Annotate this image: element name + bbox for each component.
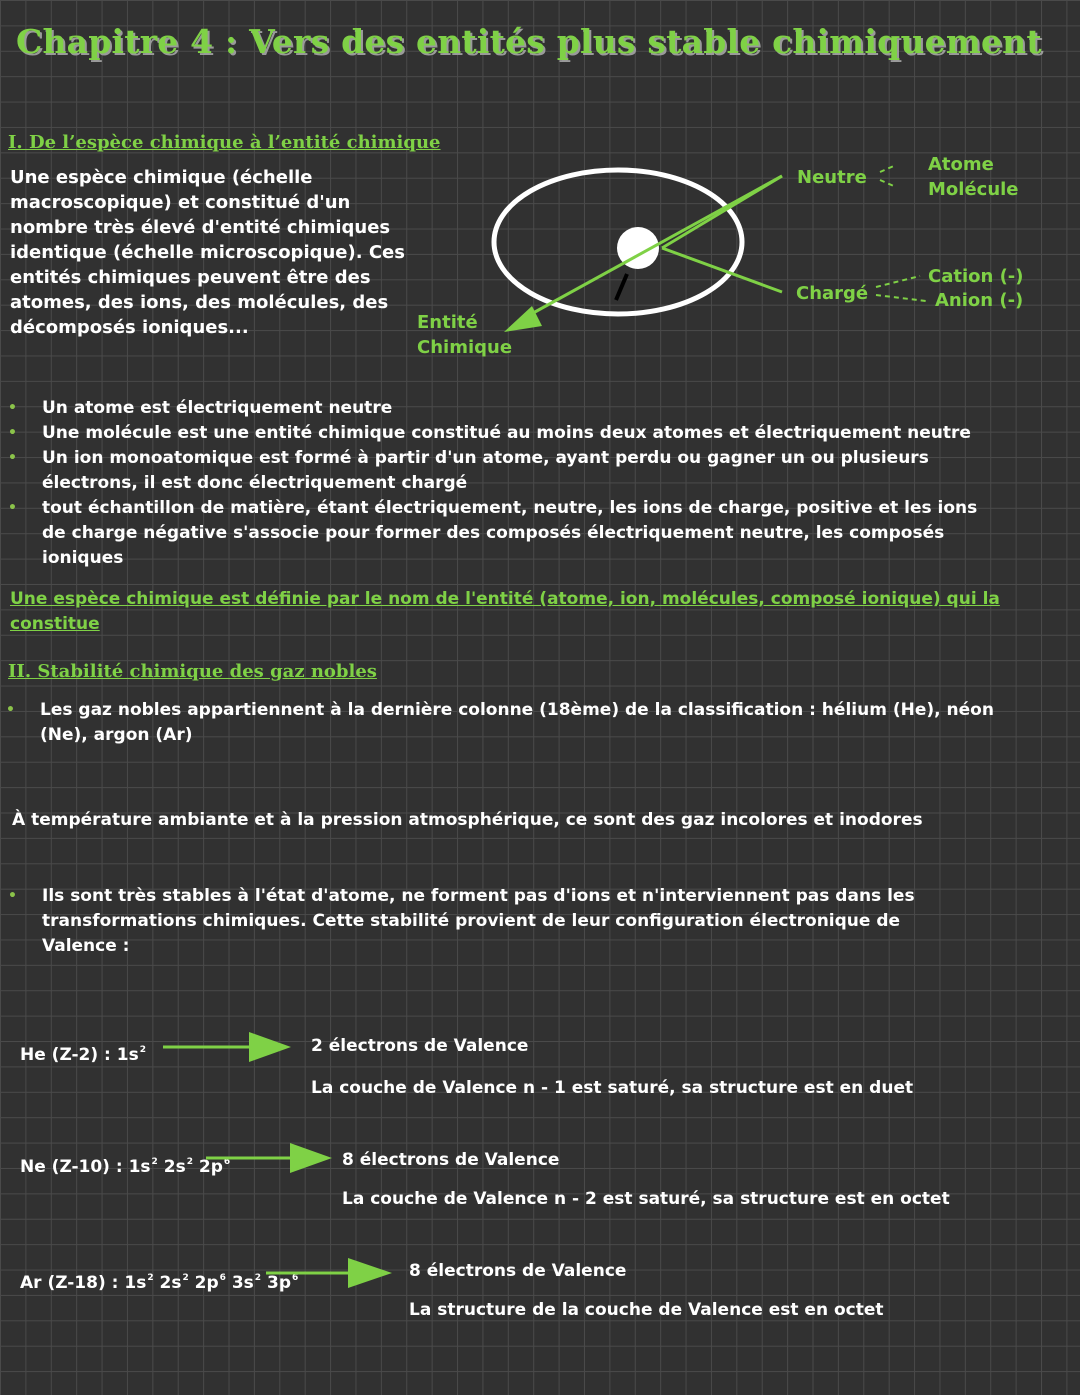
orbital: 2s	[163, 1157, 186, 1177]
argon-prefix: Ar (Z-18) :	[20, 1273, 125, 1293]
entity-label-line: Entité	[417, 312, 478, 333]
intro-line: Une espèce chimique (échelle	[10, 167, 313, 188]
bullet-line: Valence :	[42, 936, 130, 956]
argon-structure: La structure de la couche de Valence est en octet	[409, 1300, 884, 1320]
intro-line: nombre très élevé d'entité chimiques	[10, 217, 391, 238]
neon-arrow	[206, 1141, 334, 1177]
bullet-line: • Ils sont très stables à l'état d'atome, ne forment pas d'ions et n'interviennent pas dans les	[42, 886, 915, 906]
stability-bullet	[42, 884, 1072, 959]
intro-line: décomposés ioniques...	[10, 317, 249, 338]
orbital-exponent: 2	[139, 1045, 146, 1055]
helium-prefix: He (Z-2) :	[20, 1045, 117, 1065]
neon-structure: La couche de Valence n - 2 est saturé, sa structure est en octet	[342, 1189, 950, 1209]
neon-config	[20, 1150, 230, 1180]
orbital-exponent: 2	[186, 1157, 193, 1167]
molecule-split-line	[880, 180, 896, 187]
ambient-conditions-text: À température ambiante et à la pression atmosphérique, ce sont des gaz incolores et inodores	[12, 810, 923, 830]
intro-line: entités chimiques peuvent être des	[10, 267, 371, 288]
section-1-bullets	[42, 396, 1072, 571]
cation-label: Cation (-)	[928, 266, 1024, 287]
intro-line: identique (échelle microscopique). Ces	[10, 242, 405, 263]
section-1-heading: I. De l’espèce chimique à l’entité chimique	[8, 132, 441, 153]
bullet-line: • Un ion monoatomique est formé à partir d'un atome, ayant perdu ou gagner un ou plusieurs	[42, 448, 929, 468]
intro-line: macroscopique) et constitué d'un	[10, 192, 351, 213]
entity-label-line: Chimique	[417, 337, 513, 358]
neutral-label: Neutre	[797, 167, 867, 188]
helium-arrow	[163, 1030, 293, 1066]
bullet-item: • Une molécule est une entité chimique constitué au moins deux atomes et électriquement neutre	[42, 421, 1072, 446]
helium-structure: La couche de Valence n - 1 est saturé, sa structure est en duet	[311, 1078, 914, 1098]
orbital-exponent: 6	[223, 1157, 231, 1167]
molecule-label: Molécule	[928, 179, 1019, 200]
orbital: 2s	[159, 1273, 182, 1293]
neon-electrons: 8 électrons de Valence	[342, 1150, 560, 1170]
page-title: Chapitre 4 : Vers des entités plus stable chimiquement	[16, 22, 1042, 61]
orbital-exponent: 2	[182, 1273, 189, 1283]
intro-line: atomes, des ions, des molécules, des	[10, 292, 389, 313]
bullet-line: • Les gaz nobles appartiennent à la dernière colonne (18ème) de la classification : hélium (He), néon	[40, 700, 994, 720]
orbital: 1s	[128, 1157, 151, 1177]
orbital: 1s	[124, 1273, 147, 1293]
orbital-exponent: 6	[219, 1273, 226, 1283]
bullet-item	[42, 446, 1072, 496]
definition-text	[10, 587, 1075, 637]
orbital: 2p	[194, 1273, 219, 1293]
definition-line: constitue	[10, 614, 100, 634]
neon-prefix: Ne (Z-10) :	[20, 1157, 129, 1177]
bullet-line: • tout échantillon de matière, étant électriquement, neutre, les ions de charge, positive et les ions	[42, 498, 978, 518]
noble-gases-bullet	[40, 698, 1075, 748]
orbital: 1s	[116, 1045, 139, 1065]
bullet-line: (Ne), argon (Ar)	[40, 725, 193, 745]
entity-label	[417, 310, 512, 360]
bullet-line: électrons, il est donc électriquement chargé	[42, 473, 468, 493]
helium-electrons: 2 électrons de Valence	[311, 1036, 529, 1056]
orbital: 2p	[198, 1157, 223, 1177]
atom-split-line	[880, 165, 896, 172]
bullet-line: transformations chimiques. Cette stabilité provient de leur configuration électronique de	[42, 911, 901, 931]
bullet-item	[42, 496, 1072, 571]
charged-label: Chargé	[796, 283, 869, 304]
argon-arrow	[266, 1256, 396, 1292]
argon-config	[20, 1266, 298, 1296]
argon-electrons: 8 électrons de Valence	[409, 1261, 627, 1281]
orbital-exponent: 2	[151, 1157, 158, 1167]
orbital: 3s	[231, 1273, 254, 1293]
anion-split-line	[876, 295, 926, 301]
intro-paragraph	[10, 165, 430, 340]
bullet-item: • Un atome est électriquement neutre	[42, 396, 1072, 421]
orbital: 3p	[266, 1273, 291, 1293]
section-2-heading: II. Stabilité chimique des gaz nobles	[8, 661, 377, 682]
nucleus-stroke	[616, 274, 627, 300]
bullet-line: ioniques	[42, 548, 124, 568]
charged-branch-line	[662, 248, 782, 292]
orbital-exponent: 6	[291, 1273, 299, 1283]
definition-line: Une espèce chimique est définie par le nom de l'entité (atome, ion, molécules, composé ionique) qui la	[10, 589, 1000, 609]
orbital-exponent: 2	[254, 1273, 262, 1283]
helium-config	[20, 1038, 146, 1068]
atom-label: Atome	[928, 154, 994, 175]
anion-label: Anion (-)	[935, 290, 1024, 311]
orbital-exponent: 2	[147, 1273, 154, 1283]
cation-split-line	[876, 276, 920, 287]
bullet-line: de charge négative s'associe pour former des composés électriquement neutre, les composés	[42, 523, 945, 543]
